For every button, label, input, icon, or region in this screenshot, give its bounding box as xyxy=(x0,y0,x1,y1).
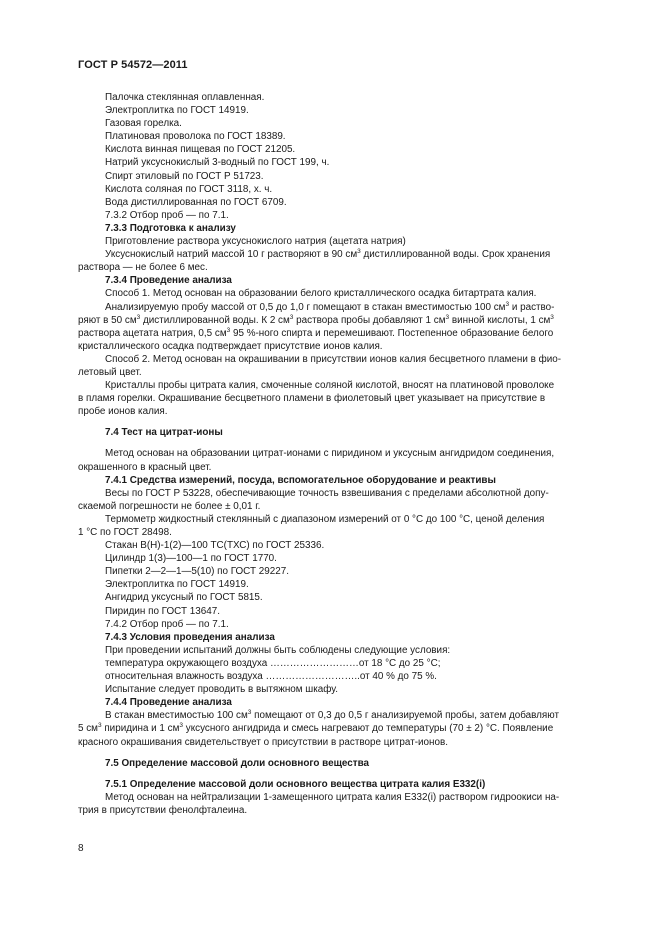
text-line: Пиридин по ГОСТ 13647. xyxy=(105,605,220,617)
text-line: Кислота винная пищевая по ГОСТ 21205. xyxy=(105,144,296,156)
text-line: относительная влажность воздуха ………………………..от 40 % до 75 %. xyxy=(105,671,437,683)
text-line: пробе ионов калия. xyxy=(78,406,168,418)
text-line: 7.4.2 Отбор проб — по 7.1. xyxy=(105,618,229,630)
text-line: кристаллического осадка подтверждает присутствие ионов калия. xyxy=(78,340,383,352)
text-line: температура окружающего воздуха ………………………от 18 °С до 25 °С; xyxy=(105,657,441,669)
text-line: раствора ацетата натрия, 0,5 $см^3$ 95 %-ного спирта и перемешивают. Постепенное образование белого xyxy=(78,326,554,339)
text-line: Газовая горелка. xyxy=(105,118,182,130)
text-line: В стакан вместимостью 100 $см^3$ помещают от 0,3 до 0,5 г анализируемой пробы, затем добавляют xyxy=(105,709,559,722)
text-line: Метод основан на образовании цитрат-ионами с пиридином и уксусным ангидридом соединения, xyxy=(105,448,555,460)
paragraph-gap xyxy=(78,770,614,778)
paragraph-gap xyxy=(78,439,614,447)
text-line: Электроплитка по ГОСТ 14919. xyxy=(105,579,249,591)
text-line: Стакан В(Н)-1(2)—100 ТС(ТХС) по ГОСТ 25336. xyxy=(105,540,325,552)
text-line: 7.3.2 Отбор проб — по 7.1. xyxy=(105,209,229,221)
text-line: Вода дистиллированная по ГОСТ 6709. xyxy=(105,196,287,208)
text-line: Платиновая проволока по ГОСТ 18389. xyxy=(105,131,286,143)
text-line: Кристаллы пробы цитрата калия, смоченные соляной кислотой, вносят на платиновой проволоке xyxy=(105,380,555,392)
text-line: 5 $см^3$ пиридина и 1 $см^3$ уксусного ангидрида и смесь нагревают до температуры (70 ± 2) °С. Появление xyxy=(78,722,554,735)
text-line: ряют в 50 $см^3$ дистиллированной воды. К 2 $см^3$ раствора пробы добавляют 1 $см^3$ винной кислоты, 1 $см^3$ xyxy=(78,313,554,326)
section-heading: 7.4.3 Условия проведения анализа xyxy=(105,631,275,643)
text-line: При проведении испытаний должны быть соблюдены следующие условия: xyxy=(105,644,451,656)
text-line: скаемой погрешности не более ± 0,01 г. xyxy=(78,500,261,512)
text-line: Уксуснокислый натрий массой 10 г растворяют в 90 $см^3$ дистиллированной воды. Срок хранения xyxy=(105,248,551,261)
paragraph-gap xyxy=(78,418,614,426)
text-line: Кислота соляная по ГОСТ 3118, х. ч. xyxy=(105,183,273,195)
text-line: красного окрашивания свидетельствует о присутствии в растворе цитрат-ионов. xyxy=(78,736,448,748)
text-line: Цилиндр 1(3)—100—1 по ГОСТ 1770. xyxy=(105,553,277,565)
text-line: 1 °С по ГОСТ 28498. xyxy=(78,527,172,538)
text-line: трия в присутствии фенолфталеина. xyxy=(78,804,248,816)
section-heading: 7.5 Определение массовой доли основного вещества xyxy=(105,757,370,769)
text-line: Спирт этиловый по ГОСТ Р 51723. xyxy=(105,170,264,182)
text-line: Анализируемую пробу массой от 0,5 до 1,0 г помещают в стакан вместимостью 100 $см^3$ и раство- xyxy=(105,300,555,313)
paragraph-gap xyxy=(78,749,614,757)
text-line: окрашенного в красный цвет. xyxy=(78,461,212,473)
text-line: Метод основан на нейтрализации 1-замещенного цитрата калия Е332(i) раствором гидроокиси на- xyxy=(105,791,560,803)
text-line: в пламя горелки. Окрашивание бесцветного пламени в фиолетовый цвет указывает на присутствие в xyxy=(78,393,546,405)
text-line: Пипетки 2—2—1—5(10) по ГОСТ 29227. xyxy=(105,566,289,578)
document-header: ГОСТ Р 54572—2011 xyxy=(78,59,188,71)
text-line: Способ 2. Метод основан на окрашивании в присутствии ионов калия бесцветного пламени в фио- xyxy=(105,353,562,365)
page-number: 8 xyxy=(78,843,84,854)
text-line: Способ 1. Метод основан на образовании белого кристаллического осадка битартрата калия. xyxy=(105,288,537,300)
section-heading: 7.3.3 Подготовка к анализу xyxy=(105,222,236,234)
text-line: Натрий уксуснокислый 3-водный по ГОСТ 199, ч. xyxy=(105,157,330,169)
section-heading: 7.4.1 Средства измерений, посуда, вспомогательное оборудование и реактивы xyxy=(105,474,496,486)
text-line: Приготовление раствора уксуснокислого натрия (ацетата натрия) xyxy=(105,236,406,248)
text-line: Палочка стеклянная оплавленная. xyxy=(105,92,265,103)
section-heading: 7.4.4 Проведение анализа xyxy=(105,697,232,709)
text-line: Электроплитка по ГОСТ 14919. xyxy=(105,105,249,117)
section-heading: 7.4 Тест на цитрат-ионы xyxy=(105,427,223,439)
document-body xyxy=(78,91,614,817)
text-line: Термометр жидкостный стеклянный с диапазоном измерений от 0 °С до 100 °С, ценой деления xyxy=(105,513,545,525)
text-line: Испытание следует проводить в вытяжном шкафу. xyxy=(105,684,338,696)
text-line: раствора — не более 6 мес. xyxy=(78,262,208,274)
text-line: Ангидрид уксусный по ГОСТ 5815. xyxy=(105,592,263,604)
section-heading: 7.3.4 Проведение анализа xyxy=(105,275,232,287)
text-line: летовый цвет. xyxy=(78,366,142,378)
text-line: Весы по ГОСТ Р 53228, обеспечивающие точность взвешивания с пределами абсолютной допу- xyxy=(105,487,549,499)
section-heading: 7.5.1 Определение массовой доли основного вещества цитрата калия Е332(i) xyxy=(105,778,486,790)
